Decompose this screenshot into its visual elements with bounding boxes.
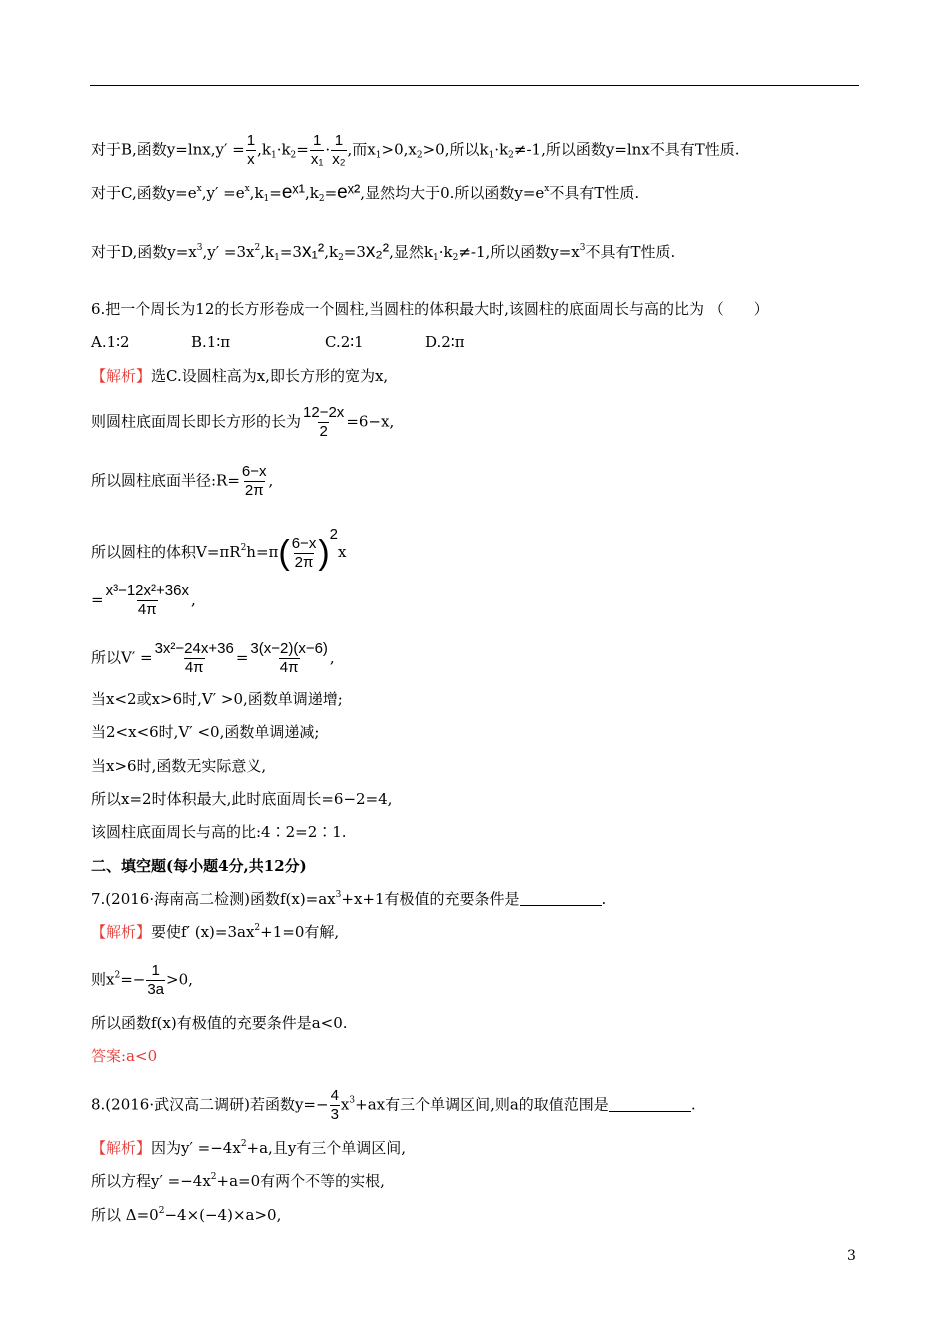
- q6-solution-7: [91, 689, 343, 709]
- fraction: [331, 132, 346, 169]
- text: +ax有三个单调区间,则a的取值范围是: [355, 1095, 609, 1114]
- text: 则圆柱底面周长即长方形的长为: [91, 412, 302, 431]
- denominator: 2π: [294, 553, 314, 571]
- line-case-b: 对于B,函数y=lnx,y′ = $\frac{1}{x}$ $,k_1\cdot k_2=$ $\frac{1}{\text{x₁}}$ · $\frac{1}{\text{x₂}}$ ,而$x_1>0,x_2>0$,所以$k_1\cdot k_2\ne-1$,所以函数y=lnx不具有T性质.: [91, 132, 740, 168]
- fraction: [310, 132, 325, 169]
- text: =3: [343, 243, 366, 261]
- fraction: [146, 962, 165, 999]
- text: 所以圆柱底面半径:R=: [91, 471, 240, 490]
- analysis-tag: 【解析】: [91, 1139, 152, 1157]
- text: x: [340, 1095, 350, 1114]
- denominator: 3: [330, 1106, 339, 1123]
- numerator: 3(x−2)(x−6): [250, 640, 328, 657]
- header-rule: [90, 85, 859, 86]
- text: 当2<x<6时,V′ <0,函数单调递减;: [91, 723, 320, 741]
- math-e-x2: eˣ²: [337, 182, 361, 203]
- numerator: 1: [246, 132, 256, 149]
- fraction: [330, 1087, 340, 1124]
- fraction: [241, 463, 268, 500]
- fraction: [249, 640, 329, 677]
- fraction: [302, 404, 345, 441]
- line-case-c: 对于C,函数$y=e^x,y'$ $=e^x,k_1=eˣ^1,k_2=eˣ^2$,显然均大于0.所以函数$y=e^x$不具有T性质.: [91, 182, 640, 204]
- text: ·k: [494, 140, 509, 159]
- numerator: x³−12x²+36x: [105, 582, 189, 599]
- fraction: [246, 132, 256, 169]
- analysis-tag: 【解析】: [91, 367, 152, 385]
- question-6-options: [91, 332, 465, 352]
- text: 所以V′ =: [91, 648, 153, 667]
- text: ·: [325, 140, 331, 159]
- text: =−: [120, 970, 146, 989]
- section-heading: [91, 856, 307, 876]
- text: 要使f′ (x)=3ax: [151, 923, 255, 941]
- math-e-x1: eˣ¹: [281, 182, 305, 203]
- q7-answer: [91, 1046, 157, 1066]
- numerator: 12−2x: [303, 404, 345, 421]
- text: 该圆柱底面周长与高的比:4∶2=2∶1.: [91, 823, 347, 841]
- numerator: 1: [151, 962, 160, 979]
- q6-solution-2: [91, 404, 394, 441]
- q6-solution-6: [91, 640, 335, 677]
- line-case-d: 对于D,函数$y=x^3,y' =3x^2,k_1=3x_1^2,k_2=3x_2^2$,显然$k_1\cdot k_2\ne-1$,所以函数$y=x^3$不具有T性质.: [91, 241, 676, 263]
- numerator: 3x²−24x+36: [154, 640, 234, 657]
- text: ≠-1,所以函数y=lnx不具有T性质.: [513, 140, 740, 159]
- q6-solution-10: [91, 789, 392, 809]
- fraction: [291, 535, 318, 572]
- text: >0,所以k: [422, 140, 489, 159]
- q8-solution-3: 所以 $\Delta=0^2-4\times(-4)\times a>0$,: [91, 1206, 282, 1224]
- text: −4×(−4)×a>0,: [164, 1206, 282, 1224]
- text: =: [91, 590, 104, 609]
- answer-blank: [609, 1097, 691, 1112]
- right-paren: ): [318, 534, 330, 572]
- q6-solution-4: 所以圆柱的体积$V=\pi R^2h=\pi$( $\frac{6-x}{2\pi}$ )2x: [91, 526, 347, 572]
- text: ≠-1,所以函数y=x: [458, 243, 580, 261]
- text: ,: [268, 471, 274, 490]
- text: +a,且y有三个单调区间,: [246, 1139, 407, 1157]
- option-b: B.1∶π: [191, 333, 231, 351]
- text: ,y′ =e: [201, 184, 245, 202]
- text: 所以方程y′ =−4x: [91, 1172, 211, 1190]
- text: =6−x,: [346, 412, 395, 431]
- text: ,k: [260, 243, 275, 261]
- q7-solution-3: [91, 1013, 348, 1033]
- text: 对于B,函数y=lnx,y′ =: [91, 140, 245, 159]
- q8-solution-1: 【解析】因为$y' =-4x^2+a$,且y有三个单调区间,: [91, 1139, 407, 1157]
- text: 答案:a<0: [91, 1047, 158, 1065]
- text: x: [338, 543, 347, 561]
- text: 对于C,函数y=e: [91, 184, 197, 202]
- question-7: 7.(2016·海南高二检测)函数$f(x)=ax^3+x+1$有极值的充要条件是 .: [91, 890, 607, 908]
- q7-solution-2: 则$x^2=-$ $\frac{1}{3a}$ >0,: [91, 962, 193, 998]
- denominator: 4π: [279, 659, 299, 676]
- page-number: 3: [847, 1248, 856, 1264]
- left-paren: (: [278, 534, 290, 572]
- text: 6.把一个周长为12的长方形卷成一个圆柱,当圆柱的体积最大时,该圆柱的底面周长与高的比为 （ ）: [91, 300, 769, 318]
- text: 二、填空题(每小题4分,共12分): [91, 857, 307, 875]
- text: 不具有T性质.: [549, 184, 640, 202]
- text: ,: [329, 648, 335, 667]
- fraction: [154, 640, 235, 677]
- text: ,显然均大于0.所以函数y=e: [360, 184, 545, 202]
- numerator: 6−x: [291, 534, 317, 552]
- text: >0,: [166, 970, 193, 989]
- analysis-tag: 【解析】: [91, 923, 152, 941]
- text: +a=0有两个不等的实根,: [216, 1172, 385, 1190]
- text: =3: [279, 243, 302, 261]
- denominator: 4π: [137, 601, 157, 618]
- text: 对于D,函数y=x: [91, 243, 197, 261]
- text: ,k: [304, 184, 319, 202]
- text: ·k: [438, 243, 453, 261]
- denominator: x₁: [310, 151, 324, 168]
- text: =: [296, 140, 309, 159]
- question-6: [91, 299, 769, 319]
- text: ,y′ =3x: [202, 243, 255, 261]
- denominator: 2π: [244, 482, 264, 499]
- text: 8.(2016·武汉高二调研)若函数y=−: [91, 1095, 329, 1114]
- text: +x+1有极值的充要条件是: [341, 890, 520, 908]
- q6-solution-5: [91, 582, 196, 619]
- math-x1-squared: x₁²: [301, 241, 325, 262]
- text: 因为y′ =−4x: [151, 1139, 241, 1157]
- fraction: [105, 582, 190, 619]
- q6-solution-8: [91, 722, 319, 742]
- text: 所以 Δ=0: [91, 1206, 159, 1224]
- q6-solution-3: [91, 463, 273, 500]
- text: ,k: [249, 184, 264, 202]
- text: ,: [190, 590, 196, 609]
- option-c: C.2∶1: [325, 333, 364, 351]
- text: ,而x: [347, 140, 376, 159]
- numerator: 1: [334, 132, 344, 149]
- denominator: x₂: [332, 151, 346, 168]
- text: 选C.设圆柱高为x,即长方形的宽为x,: [151, 367, 389, 385]
- text: 不具有T性质.: [585, 243, 676, 261]
- text: ·k: [276, 140, 291, 159]
- text: .: [690, 1095, 696, 1114]
- q6-solution-11: [91, 822, 347, 842]
- denominator: 3a: [147, 981, 165, 998]
- text: ,显然k: [389, 243, 433, 261]
- numerator: 4: [330, 1087, 339, 1104]
- q6-solution-1: [91, 366, 388, 386]
- text: 所以x=2时体积最大,此时底面周长=6−2=4,: [91, 790, 393, 808]
- q6-solution-9: [91, 756, 266, 776]
- question-8: 8.(2016·武汉高二调研)若函数y=− $\frac{4}{3}$ $x^3+ax$有三个单调区间,则a的取值范围是 .: [91, 1087, 696, 1123]
- text: 则x: [91, 970, 115, 989]
- denominator: x: [247, 151, 255, 168]
- option-d: D.2∶π: [425, 333, 465, 351]
- denominator: 2: [319, 423, 328, 440]
- exponent: 2: [329, 526, 338, 543]
- text: 7.(2016·海南高二检测)函数f(x)=ax: [91, 890, 336, 908]
- text: h=π: [246, 543, 279, 561]
- text: =: [269, 184, 282, 202]
- math-x2-squared: x₂²: [365, 241, 390, 262]
- text: =: [235, 648, 249, 667]
- denominator: 4π: [184, 659, 204, 676]
- q8-solution-2: 所以方程$y' =-4x^2+a=0$有两个不等的实根,: [91, 1172, 385, 1190]
- option-a: A.1∶2: [91, 333, 130, 351]
- numerator: 6−x: [241, 463, 267, 480]
- text: 所以函数f(x)有极值的充要条件是a<0.: [91, 1014, 348, 1032]
- numerator: 1: [312, 132, 322, 149]
- answer-blank: [520, 891, 602, 906]
- text: =: [324, 184, 338, 202]
- q7-solution-1: 【解析】要使f′ $(x)=3ax^2+1=0$有解,: [91, 923, 340, 941]
- text: .: [601, 890, 607, 908]
- text: 当x<2或x>6时,V′ >0,函数单调递增;: [91, 690, 343, 708]
- text: ,k: [324, 243, 339, 261]
- text: >0,x: [381, 140, 417, 159]
- text: 当x>6时,函数无实际意义,: [91, 757, 267, 775]
- text: +1=0有解,: [260, 923, 340, 941]
- text: 所以圆柱的体积V=πR: [91, 543, 241, 561]
- text: ,k: [257, 140, 271, 159]
